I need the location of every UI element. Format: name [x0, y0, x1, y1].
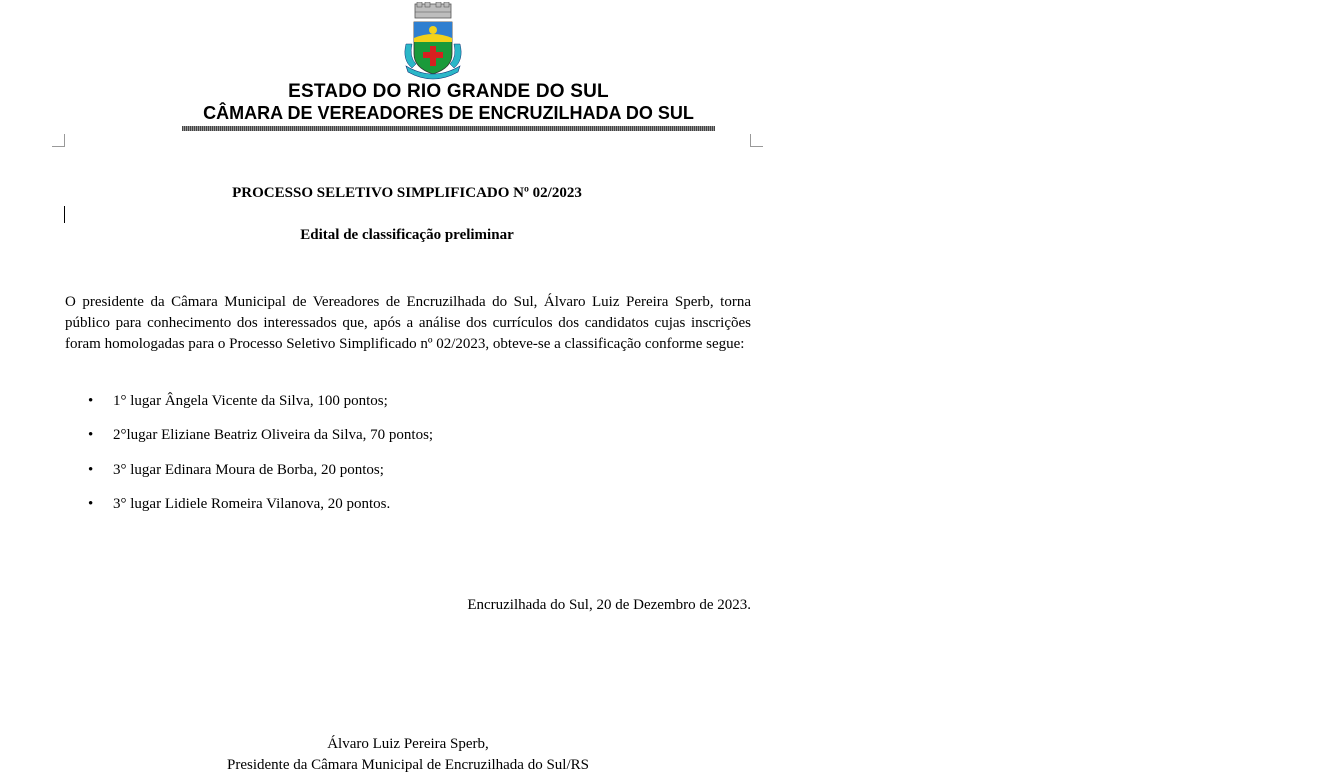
margin-corner-right: [750, 134, 763, 147]
header-divider: [182, 126, 715, 131]
header-chamber: CÂMARA DE VEREADORES DE ENCRUZILHADA DO SUL: [203, 103, 694, 123]
document-date: Encruzilhada do Sul, 20 de Dezembro de 2023.: [467, 597, 751, 613]
header-state: ESTADO DO RIO GRANDE DO SUL: [288, 81, 609, 102]
ranking-list: [88, 391, 433, 528]
margin-corner-left: [52, 134, 65, 147]
body-paragraph: O presidente da Câmara Municipal de Vereadores de Encruzilhada do Sul, Álvaro Luiz Pereira Sperb, torna público para conhecimento dos interessados que, após a análise dos currículos dos candidatos cujas inscrições foram homologadas para o Processo Seletivo Simplificado nº 02/2023, obteve-se a classificação conforme segue:: [65, 294, 751, 352]
signature-role: Presidente da Câmara Municipal de Encruzilhada do Sul/RS: [227, 757, 589, 773]
list-item-text: 3° lugar Edinara Moura de Borba, 20 pontos;: [113, 461, 384, 478]
list-item: [88, 391, 433, 425]
list-item: [88, 460, 433, 494]
text-cursor: [64, 206, 65, 223]
coat-of-arms-icon: [398, 2, 468, 80]
document-title: PROCESSO SELETIVO SIMPLIFICADO Nº 02/2023: [232, 185, 582, 201]
bullet-icon: •: [88, 495, 94, 512]
bullet-icon: •: [88, 427, 94, 444]
list-item-text: 1° lugar Ângela Vicente da Silva, 100 pontos;: [113, 393, 388, 409]
document-subtitle: Edital de classificação preliminar: [300, 227, 514, 243]
list-item: [88, 494, 433, 528]
list-item: [88, 425, 433, 459]
list-item-text: 3° lugar Lidiele Romeira Vilanova, 20 pontos.: [113, 495, 391, 512]
bullet-icon: •: [88, 461, 94, 478]
list-item-text: 2°lugar Eliziane Beatriz Oliveira da Silva, 70 pontos;: [113, 427, 434, 444]
signature-name: Álvaro Luiz Pereira Sperb,: [327, 736, 489, 752]
bullet-icon: •: [88, 393, 94, 409]
